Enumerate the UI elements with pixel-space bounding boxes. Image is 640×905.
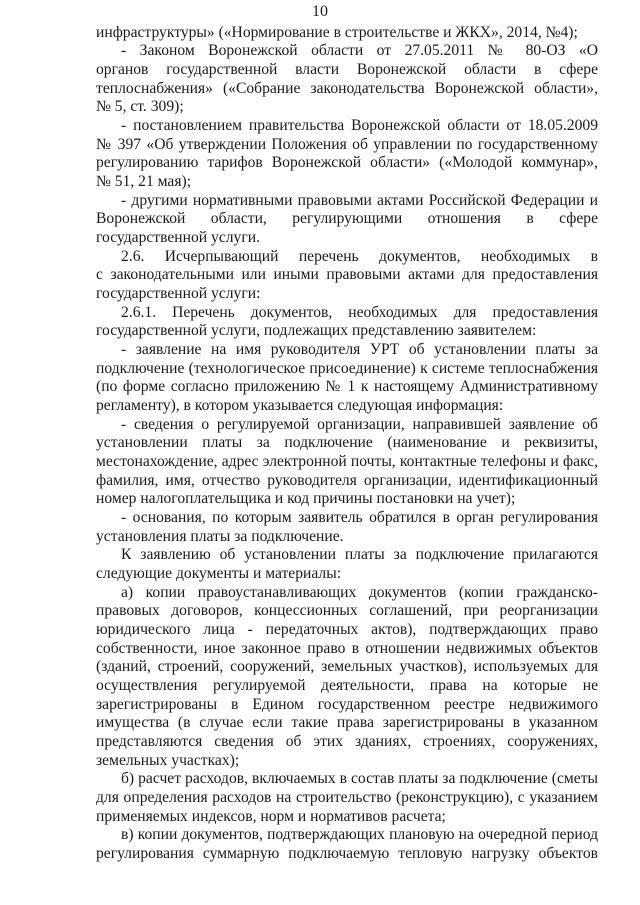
text-line: подключение (технологическое присоединение) к системе теплоснабжения [96,360,598,377]
text-line: б) расчет расходов, включаемых в состав платы за подключение (сметы [121,770,598,787]
text-line: местонахождение, адрес электронной почты, контактные телефоны и факс, [96,453,598,470]
text-line: регламенту), в котором указывается следующая информация: [96,397,504,414]
text-line: а) копии правоустанавливающих документов (копии гражданско- [121,584,598,601]
text-line: - сведения о регулируемой организации, направившей заявление об [121,416,598,433]
text-line: - заявление на имя руководителя УРТ об установлении платы за [121,341,598,358]
text-line: применяемых индексов, норм и нормативов расчета; [96,808,446,825]
text-line: регулирования суммарную подключаемую тепловую нагрузку объектов [96,845,598,862]
text-line: осуществления регулируемой деятельности, права на которые не [96,677,598,694]
text-line: представляются сведения об этих зданиях, строениях, сооружениях, [96,733,598,750]
text-line: земельных участках); [96,752,240,769]
text-line: регулированию тарифов Воронежской области» («Молодой коммунар», [96,154,598,171]
text-line: в) копии документов, подтверждающих плановую на очередной период [121,826,598,843]
text-line: 2.6.1. Перечень документов, необходимых для предоставления [121,304,598,321]
text-line: для определения расходов на строительство (реконструкцию), с указанием [96,789,598,806]
text-line: - другими нормативными правовыми актами Российской Федерации и [121,192,598,209]
text-line: № 397 «Об утверждении Положения об управлении по государственному [96,136,598,153]
text-line: теплоснабжения» («Собрание законодательства Воронежской области», [96,80,598,97]
text-line: с законодательными или иными правовыми актами для предоставления [96,266,598,283]
page-number: 10 [312,3,328,20]
text-line: инфраструктуры» («Нормирование в строительстве и ЖКХ», 2014, №4); [96,24,578,41]
text-line: собственности, иное законное право в отношении недвижимых объектов [96,640,598,657]
text-line: юридического лица - передаточных актов), подтверждающих право [96,621,598,638]
text-line: зарегистрированы в Едином государственном реестре недвижимого [96,696,598,713]
text-line: государственной услуги. [96,229,260,246]
text-line: установлении платы за подключение (наименование и реквизиты, [96,434,598,451]
text-line: имущества (в случае если такие права зарегистрированы в указанном [96,714,598,731]
text-line: № 5, ст. 309); [96,98,184,115]
text-line: (по форме согласно приложению № 1 к настоящему Административному [96,378,598,395]
text-line: К заявлению об установлении платы за подключение прилагаются [121,546,598,563]
text-line: 2.6. Исчерпывающий перечень документов, необходимых в [121,248,598,265]
text-line: - основания, по которым заявитель обратился в орган регулирования [121,509,598,526]
text-line: правовых договоров, концессионных соглашений, при реорганизации [96,602,598,619]
text-line: органов государственной власти Воронежской области в сфере [96,61,598,78]
text-line: Воронежской области, регулирующими отношения в сфере [96,210,598,227]
text-line: № 51, 21 мая); [96,173,192,190]
text-line: государственной услуги: [96,285,261,302]
text-line: фамилия, имя, отчество руководителя организации, идентификационный [96,472,598,489]
text-line: следующие документы и материалы: [96,565,342,582]
text-line: - постановлением правительства Воронежской области от 18.05.2009 [121,117,598,134]
text-line: номер налогоплательщика и код причины постановки на учет); [96,490,516,507]
text-line: установления платы за подключение. [96,528,344,545]
text-line: - Законом Воронежской области от 27.05.2011 № 80-ОЗ «О [121,42,598,59]
text-line: государственной услуги, подлежащих представлению заявителем: [96,322,537,339]
text-line: (зданий, строений, сооружений, земельных участков), используемых для [96,658,598,675]
